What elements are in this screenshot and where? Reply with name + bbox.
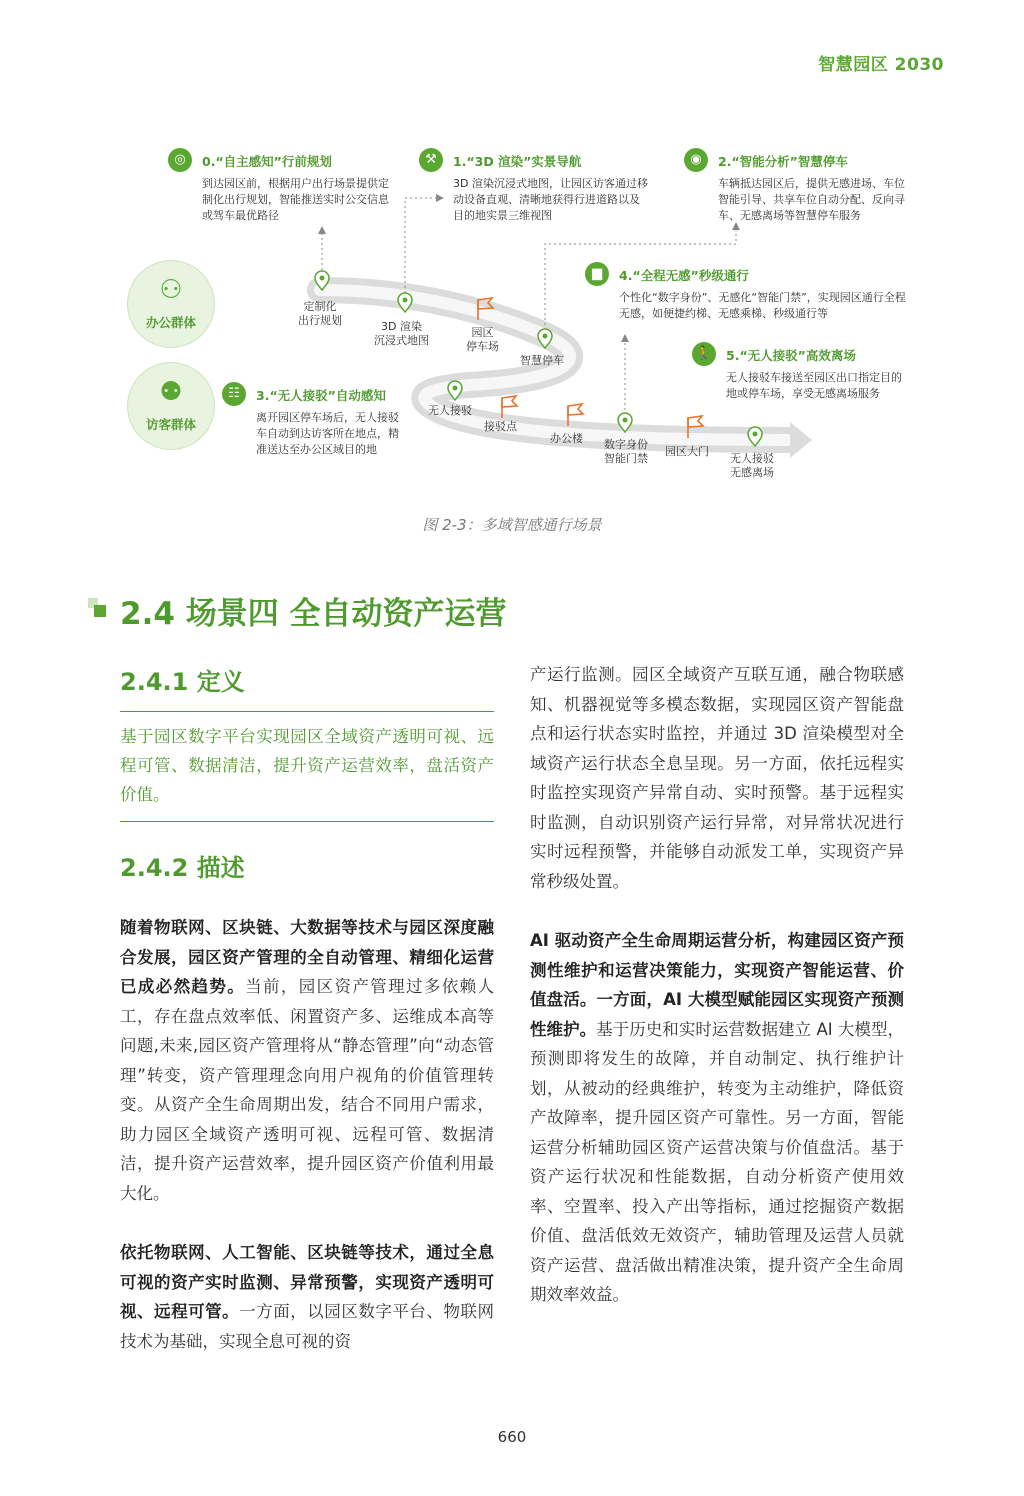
road-label-2: 园区 停车场	[466, 326, 499, 353]
road-label-8: 园区大门	[665, 445, 709, 458]
section-marker	[94, 605, 106, 617]
road-label-7: 数字身份 智能门禁	[604, 438, 648, 465]
figure-caption: 图 2-3：多域智感通行场景	[422, 516, 602, 534]
target-icon: ◉	[684, 148, 708, 172]
road-label-6: 办公楼	[550, 432, 583, 445]
paragraph-4: AI 驱动资产全生命周期运营分析，构建园区资产预测性维护和运营决策能力，实现资产智能运营、价值盘活。一方面，AI 大模型赋能园区实现资产预测性维护。基于历史和实时运营数据建立 AI 大模型，预测即将发生的故障，并自动制定、执行维护计划，从被动的经典维护，转变为主动维护，降低资产故障率，提升园区资产可靠性。另一方面，智能运营分析辅助园区资产运营决策与价值盘活。基于资产运行状况和性能数据，自动分析资产使用效率、空置率、投入产出等指标，通过挖掘资产数据价值、盘活低效无效资产，辅助管理及运营人员就资产运营、盘活做出精准决策，提升资产全生命周期效率效益。	[530, 931, 904, 1304]
car-icon: ☷	[222, 382, 246, 406]
road-label-0: 定制化 出行规划	[298, 300, 342, 327]
road-arrow-head	[790, 422, 812, 458]
callout-3: 3.“无人接驳”自动感知 离开园区停车场后，无人接驳车自动到达访客所在地点，精准送达至办公区域目的地	[256, 388, 399, 456]
road-label-1: 3D 渲染 沉浸式地图	[374, 320, 429, 347]
divider	[120, 821, 494, 822]
paragraph-1: 随着物联网、区块链、大数据等技术与园区深度融合发展，园区资产管理的全自动管理、精细化运营已成必然趋势。当前，园区资产管理过多依赖人工，存在盘点效率低、闲置资产多、运维成本高等问题,未来,园区资产管理将从“静态管理”向“动态管理”转变，资产管理理念向用户视角的价值管理转变。从资产全生命周期出发，结合不同用户需求，助力园区全域资产透明可视、远程可管、数据清洁，提升资产运营效率，提升园区资产价值利用最大化。	[120, 918, 494, 1203]
definition-text: 基于园区数字平台实现园区全域资产透明可视、远程可管、数据清洁，提升资产运营效率，盘活资产价值。	[120, 727, 494, 804]
signal-icon: ▆	[585, 262, 609, 286]
left-column	[120, 660, 494, 1356]
divider	[120, 711, 494, 712]
callout-1: 1.“3D 渲染”实景导航 3D 渲染沉浸式地图，让园区访客通过移动设备直观、清晰地获得行进道路以及目的地实景三维视图	[453, 154, 648, 222]
subsection-title-definition: 2.4.1 定义	[120, 668, 245, 696]
paragraph-3: 产运行监测。园区全域资产互联互通，融合物联感知、机器视觉等多模态数据，实现园区资产智能盘点和运行状态实时监控，并通过 3D 渲染模型对全域资产运行状态全息呈现。另一方面，依托远程实时监控实现资产异常自动、实时预警。基于远程实时监测，自动识别资产运行异常，对异常状况进行实时远程预警，并能够自动派发工单，实现资产异常秒级处置。	[530, 665, 904, 891]
compass-icon: ◎	[168, 148, 192, 172]
paragraph-2: 依托物联网、人工智能、区块链等技术，通过全息可视的资产实时监测、异常预警，实现资产透明可视、远程可管。一方面，以园区数字平台、物联网技术为基础，实现全息可视的资	[120, 1243, 495, 1351]
section-title: 2.4 场景四 全自动资产运营	[120, 596, 507, 632]
visitor-group: ⚉ 访客群体	[127, 362, 215, 450]
road-label-4: 无人接驳	[428, 404, 472, 417]
wrench-icon: ⚒	[419, 148, 443, 172]
road-label-3: 智慧停车	[520, 354, 564, 367]
office-group-icon: ⚇	[159, 275, 183, 305]
callout-0: 0.“自主感知”行前规划 到达园区前，根据用户出行场景提供定制化出行规划，智能推送实时公交信息或驾车最优路径	[202, 154, 389, 222]
visitor-group-icon: ⚉	[159, 377, 183, 407]
office-group: ⚇ 办公群体	[127, 260, 215, 348]
subsection-title-description: 2.4.2 描述	[120, 854, 245, 882]
road-label-9: 无人接驳 无感离场	[730, 452, 774, 479]
callout-4: 4.“全程无感”秒级通行 个性化“数字身份”、无感化“智能门禁”，实现园区通行全程无感，如便捷约梯、无感乘梯、秒级通行等	[619, 268, 906, 320]
figure-multi-domain-transit	[0, 140, 1024, 500]
right-column	[530, 660, 904, 1310]
callout-5: 5.“无人接驳”高效离场 无人接驳车接送至园区出口指定目的地或停车场，享受无感离场服务	[726, 348, 902, 400]
running-header: 智慧园区 2030	[818, 55, 944, 75]
walker-icon: 🚶	[692, 342, 716, 366]
road-label-5: 接驳点	[484, 420, 517, 433]
page-number: 660	[497, 1428, 527, 1446]
callout-2: 2.“智能分析”智慧停车 车辆抵达园区后，提供无感进场、车位智能引导、共享车位自动分配、反向寻车、无感离场等智慧停车服务	[718, 154, 905, 222]
